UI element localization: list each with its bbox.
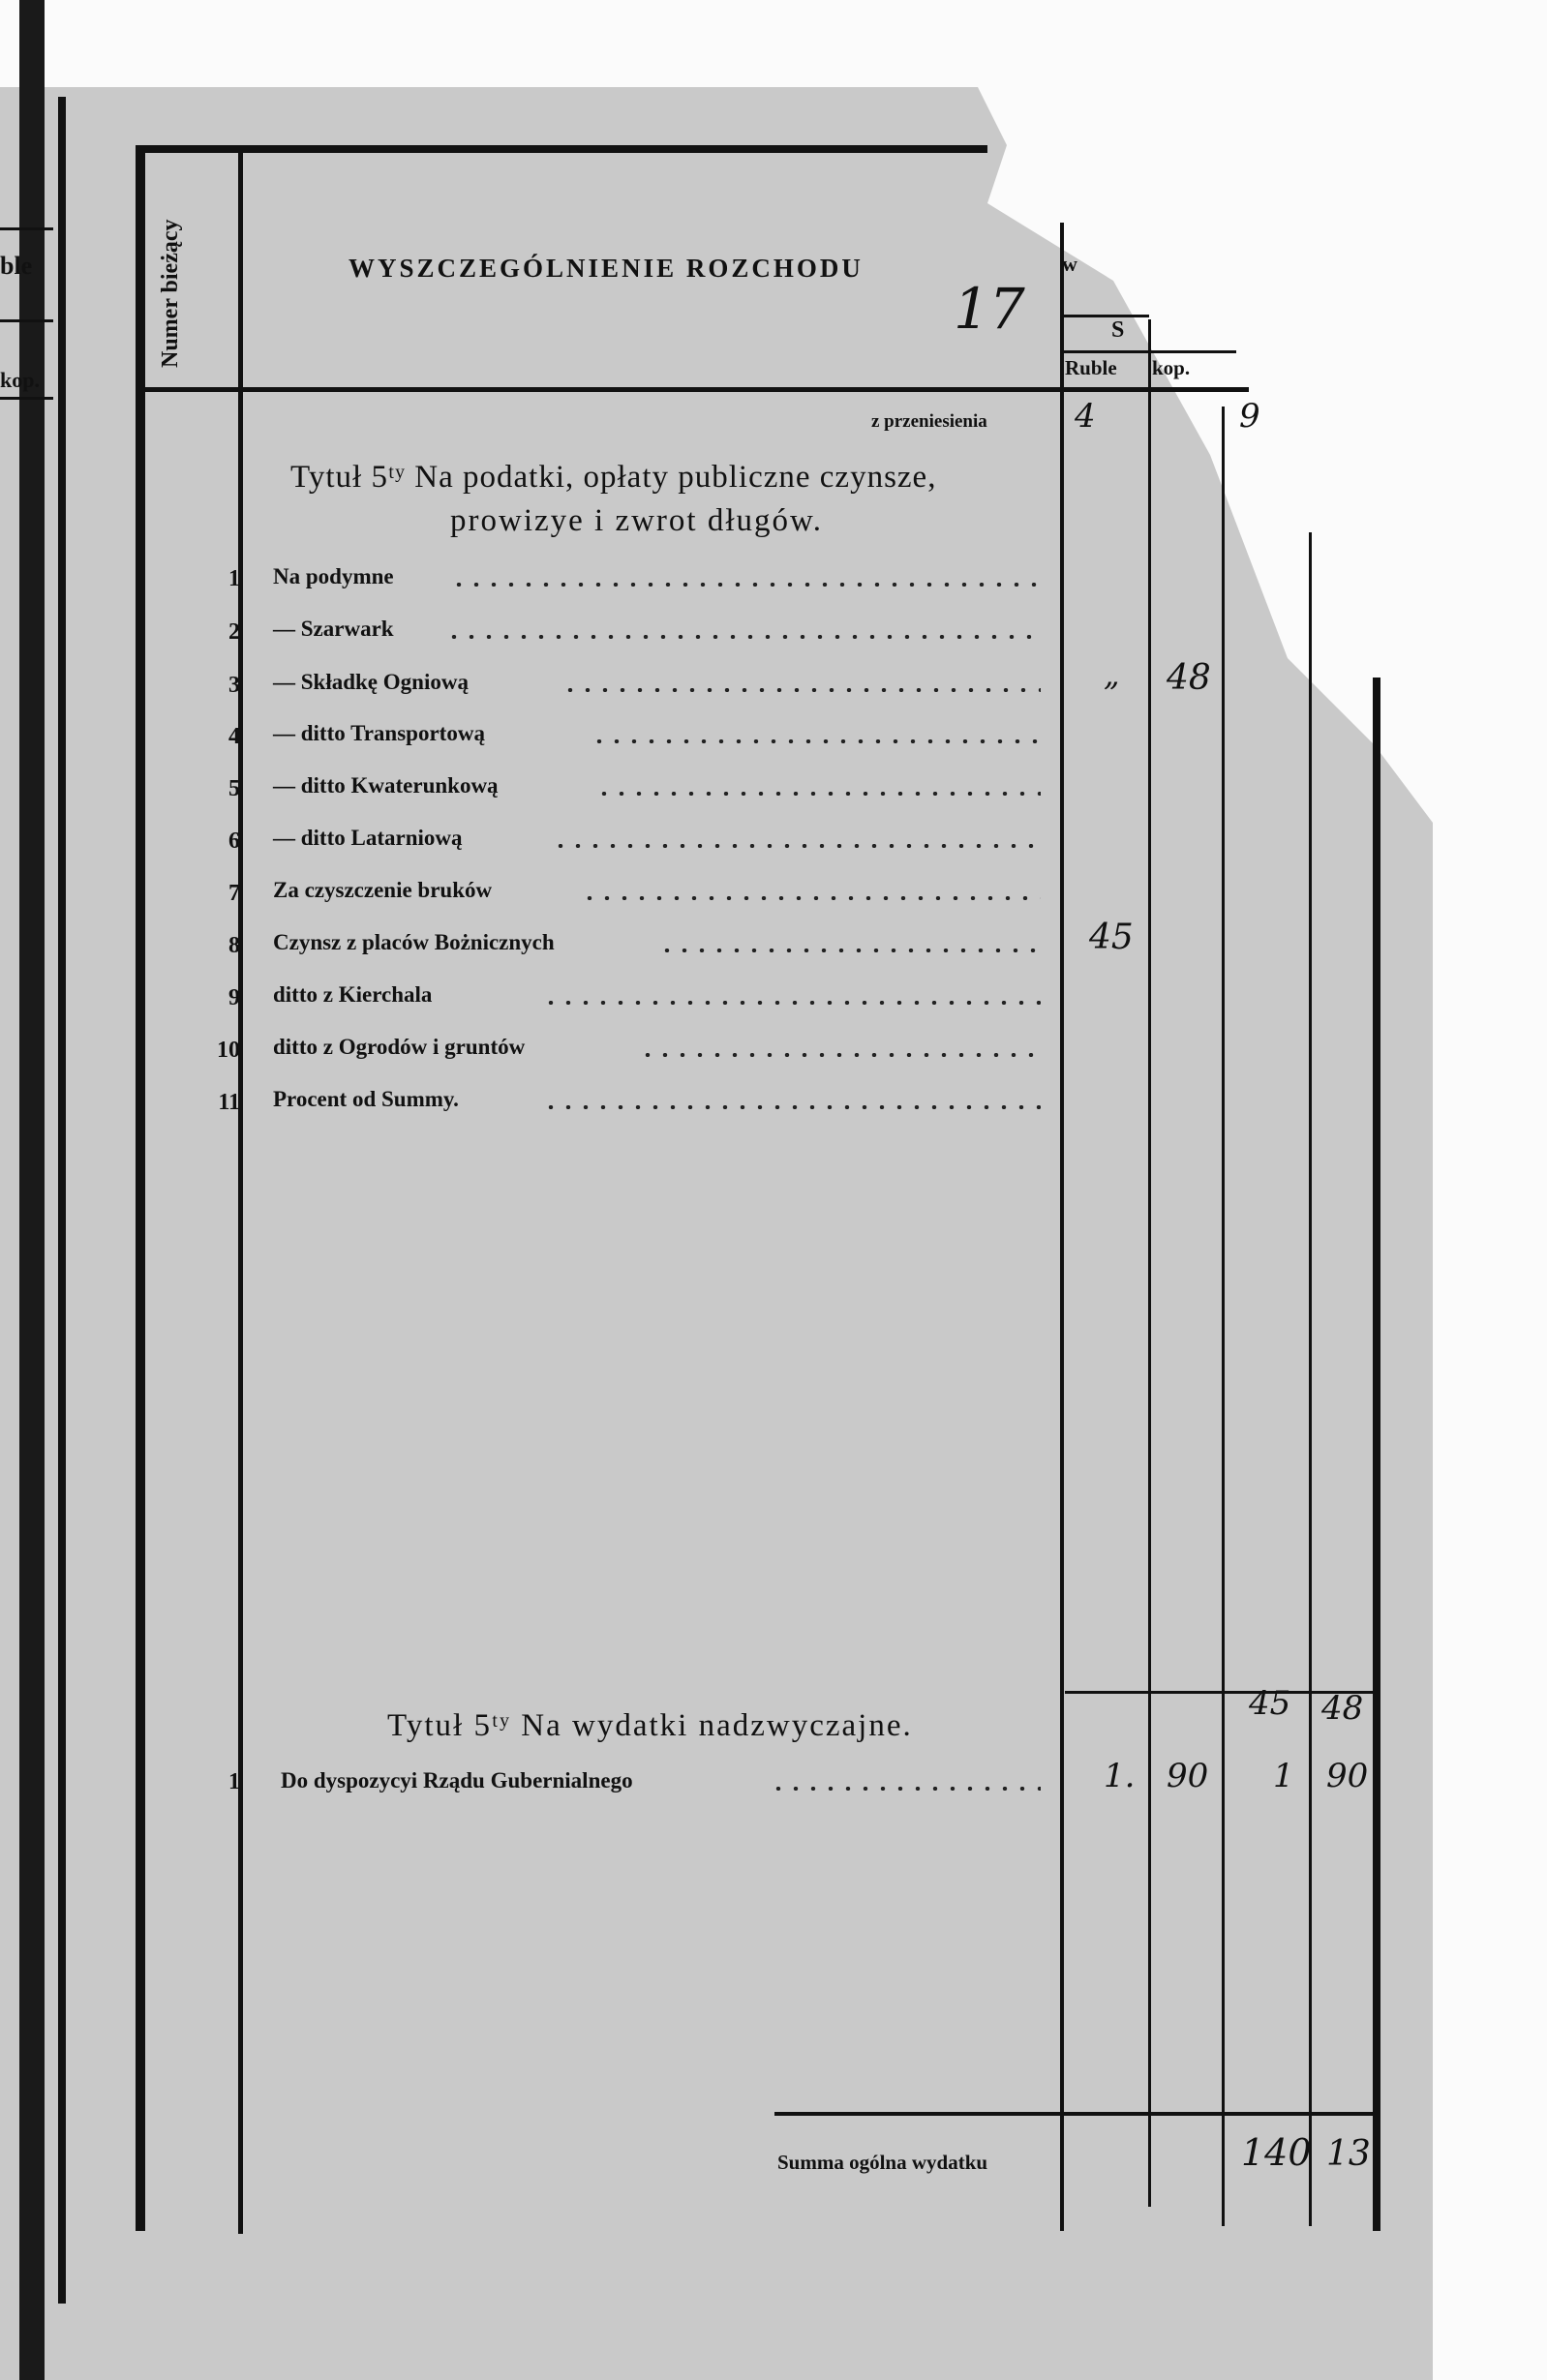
summary-label: Summa ogólna wydatku: [777, 2151, 988, 2174]
leader-dots: [445, 635, 1041, 639]
leader-dots: [595, 792, 1041, 796]
sum-subheader-rule: [1062, 350, 1236, 353]
leader-dots: [542, 1001, 1041, 1005]
row-number: 3: [228, 673, 240, 698]
row-ruble-value: 1.: [1104, 1757, 1136, 1795]
left-fragment-header: ble: [0, 252, 33, 280]
row-number: 8: [228, 933, 240, 958]
leader-dots: [639, 1053, 1041, 1057]
carry-forward-kop: 9: [1239, 397, 1260, 436]
row-description: — Szarwark: [273, 617, 394, 641]
row-number: 7: [228, 881, 240, 906]
page-title: WYSZCZEGÓLNIENIE ROZCHODU: [349, 254, 864, 283]
total-ruble-kop-divider: [1309, 532, 1312, 2226]
row-number: 5: [228, 776, 240, 801]
ruble-kop-divider: [1148, 319, 1151, 2207]
row-number: 6: [228, 828, 240, 854]
amount-col-right: [1222, 407, 1225, 2226]
row-description: ditto z Kierchala: [273, 982, 433, 1007]
summary-rule: [774, 2112, 1377, 2116]
row-number: 10: [217, 1038, 240, 1063]
paper-sheet: [0, 87, 1547, 2380]
left-fragment-kop: kop.: [0, 368, 40, 392]
leader-dots: [581, 896, 1041, 900]
row-description: Na podymne: [273, 564, 394, 588]
carry-forward-ruble: 4: [1075, 397, 1096, 436]
carry-forward-label: z przeniesienia: [871, 411, 987, 432]
leader-dots: [591, 739, 1041, 743]
section1-title-line1: Tytuł 5ᵗʸ Na podatki, opłaty publiczne czynsze,: [290, 460, 937, 495]
current-number-column-header: Numer bieżący: [158, 219, 183, 368]
row-ruble-value: 45: [1089, 918, 1134, 957]
row-ruble-value: „: [1104, 656, 1120, 693]
row-number: 2: [228, 619, 240, 645]
kop-subheader: kop.: [1152, 356, 1191, 379]
sum-column-header-top: w: [1062, 252, 1077, 276]
section2-title: Tytuł 5ᵗʸ Na wydatki nadzwyczajne.: [387, 1708, 913, 1743]
leader-dots: [552, 844, 1041, 848]
row-description: ditto z Ogrodów i gruntów: [273, 1035, 526, 1059]
sum-column-letter: S: [1111, 317, 1125, 343]
row-number: 11: [218, 1090, 240, 1115]
summary-ruble: 140: [1241, 2131, 1312, 2174]
leader-dots: [770, 1787, 1041, 1791]
ruble-subheader: Ruble: [1065, 356, 1117, 379]
table-top-rule: [136, 145, 987, 153]
leader-dots: [542, 1105, 1041, 1109]
section1-total-kop: 48: [1321, 1689, 1364, 1728]
row-kop-value: 90: [1167, 1757, 1209, 1795]
row-kop-value: 48: [1167, 658, 1211, 698]
row-description: Za czyszczenie bruków: [273, 878, 493, 902]
summary-kop: 13: [1326, 2134, 1371, 2174]
numcol-divider: [238, 153, 243, 2234]
left-fragment-rule: [0, 227, 53, 230]
leader-dots: [561, 688, 1041, 692]
binding-strip: [19, 0, 45, 2380]
row-number: 1: [228, 566, 240, 591]
row-number: 1: [228, 1769, 240, 1794]
section1-title-line2: prowizye i zwrot długów.: [450, 503, 823, 538]
table-right-border: [1373, 678, 1380, 2231]
section1-total-ruble: 45: [1249, 1684, 1291, 1723]
row-description: — ditto Transportową: [273, 721, 485, 745]
left-fragment-rule: [0, 397, 53, 400]
table-header-bottom-rule: [145, 387, 1249, 392]
row-description: — Składkę Ogniową: [273, 670, 469, 694]
amount-col-left: [1060, 223, 1064, 2231]
left-fragment-rule: [0, 319, 53, 322]
row-total-ruble-value: 1: [1273, 1757, 1294, 1795]
row-number: 4: [228, 724, 240, 749]
row-description: Procent od Summy.: [273, 1087, 459, 1111]
sum-header-rule: [1062, 315, 1149, 317]
row-description: — ditto Latarniową: [273, 826, 463, 850]
leader-dots: [450, 583, 1041, 587]
row-total-kop-value: 90: [1326, 1757, 1369, 1795]
handwritten-page-number: 17: [954, 276, 1025, 342]
table-left-border: [136, 145, 145, 2231]
row-description: Czynsz z placów Bożnicznych: [273, 930, 555, 954]
leader-dots: [658, 949, 1041, 952]
binding-edge: [58, 97, 66, 2304]
row-description: Do dyspozycyi Rządu Gubernialnego: [281, 1768, 633, 1793]
row-number: 9: [228, 985, 240, 1010]
row-description: — ditto Kwaterunkową: [273, 773, 499, 798]
